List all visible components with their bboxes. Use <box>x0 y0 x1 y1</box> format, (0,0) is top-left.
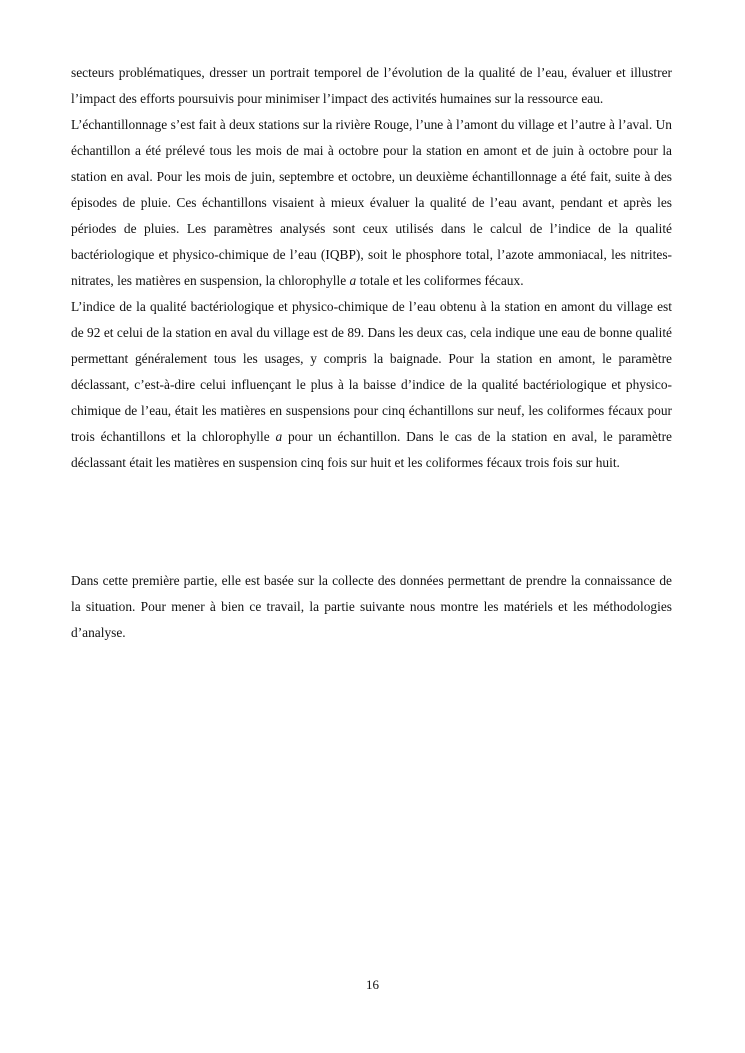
paragraph-2-text-end: totale et les coliformes fécaux. <box>356 273 524 288</box>
paragraph-1: secteurs problématiques, dresser un portrait temporel de l’évolution de la qualité de l’eau, évaluer et illustrer l’impact des efforts poursuivis pour minimiser l’impact des activités humaines sur la ressource eau. <box>71 65 672 106</box>
page-number: 16 <box>366 977 379 992</box>
conclusion-text-block <box>71 568 672 646</box>
paragraph-2-italic: a <box>349 273 357 288</box>
main-text-block <box>71 60 672 476</box>
paragraph-2 <box>71 112 672 294</box>
paragraph-2-text-start: L’échantillonnage s’est fait à deux stations sur la rivière Rouge, l’une à l’amont du village et l’autre à l’aval. Un échantillon a été prélevé tous les mois de mai à octobre pour la station en amont et de juin à octobre pour la station en aval. Pour les mois de juin, septembre et octobre, un deuxième échantillonnage a été fait, suite à des épisodes de pluie. Ces échantillons visaient à mieux évaluer la qualité de l’eau avant, pendant et après les périodes de pluies. Les paramètres analysés sont ceux utilisés dans le calcul de l’indice de la qualité bactériologique et physico-chimique de l’eau (IQBP), soit le phosphore total, l’azote ammoniacal, les nitrites-nitrates, les matières en suspension, la chlorophylle <box>71 117 672 288</box>
paragraph-3-text-end: pour un échantillon. Dans le cas de la station en aval, le paramètre déclassant était les matières en suspension cinq fois sur huit et les coliformes fécaux trois fois sur huit. <box>71 429 672 470</box>
paragraph-3-italic: a <box>275 429 283 444</box>
paragraph-3 <box>71 294 672 476</box>
paragraph-conclusion: Dans cette première partie, elle est basée sur la collecte des données permettant de prendre la connaissance de la situation. Pour mener à bien ce travail, la partie suivante nous montre les matériels et les méthodologies d’analyse. <box>71 573 672 640</box>
paragraph-3-text-start: L’indice de la qualité bactériologique et physico-chimique de l’eau obtenu à la station en amont du village est de 92 et celui de la station en aval du village est de 89. Dans les deux cas, cela indique une eau de bonne qualité permettant généralement tous les usages, y compris la baignade. Pour la station en amont, le paramètre déclassant, c’est-à-dire celui influençant le plus à la baisse d’indice de la qualité bactériologique et physico-chimique de l’eau, était les matières en suspensions pour cinq échantillons sur neuf, les coliformes fécaux pour trois échantillons et la chlorophylle <box>71 299 672 444</box>
